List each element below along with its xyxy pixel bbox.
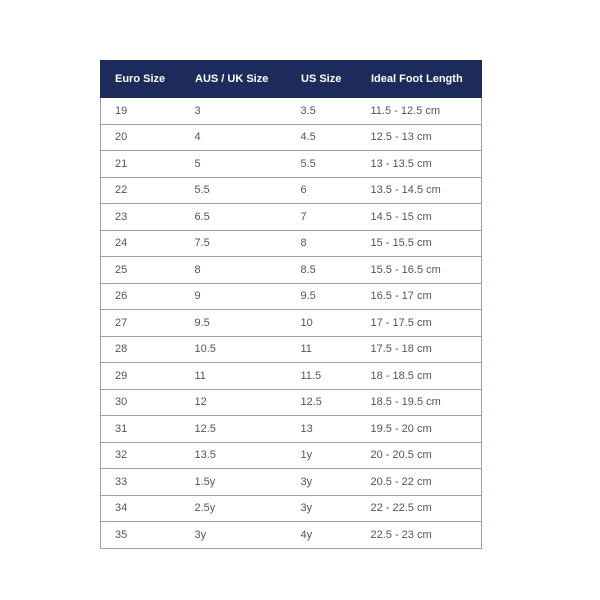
aus-uk-size-cell: 9 [181, 283, 287, 310]
table-row [101, 495, 482, 522]
table-row [101, 98, 482, 125]
table-row [101, 204, 482, 231]
foot-length-cell: 16.5 - 17 cm [357, 283, 482, 310]
aus-uk-size-cell: 9.5 [181, 310, 287, 337]
euro-size-cell: 24 [101, 230, 181, 257]
foot-length-cell: 17.5 - 18 cm [357, 336, 482, 363]
us-size-cell: 10 [287, 310, 357, 337]
euro-size-cell: 23 [101, 204, 181, 231]
foot-length-cell: 20 - 20.5 cm [357, 442, 482, 469]
us-size-cell: 1y [287, 442, 357, 469]
aus-uk-size-cell: 3y [181, 522, 287, 549]
header-ideal-foot-length: Ideal Foot Length [357, 61, 482, 98]
foot-length-cell: 22.5 - 23 cm [357, 522, 482, 549]
aus-uk-size-cell: 12.5 [181, 416, 287, 443]
us-size-cell: 3.5 [287, 98, 357, 125]
foot-length-cell: 14.5 - 15 cm [357, 204, 482, 231]
euro-size-cell: 32 [101, 442, 181, 469]
euro-size-cell: 21 [101, 151, 181, 178]
euro-size-cell: 35 [101, 522, 181, 549]
us-size-cell: 11 [287, 336, 357, 363]
us-size-cell: 3y [287, 469, 357, 496]
euro-size-cell: 31 [101, 416, 181, 443]
header-row [101, 61, 482, 98]
aus-uk-size-cell: 5.5 [181, 177, 287, 204]
us-size-cell: 4y [287, 522, 357, 549]
size-chart-header [101, 61, 482, 98]
euro-size-cell: 22 [101, 177, 181, 204]
table-row [101, 442, 482, 469]
us-size-cell: 5.5 [287, 151, 357, 178]
us-size-cell: 7 [287, 204, 357, 231]
foot-length-cell: 12.5 - 13 cm [357, 124, 482, 151]
foot-length-cell: 15 - 15.5 cm [357, 230, 482, 257]
foot-length-cell: 20.5 - 22 cm [357, 469, 482, 496]
table-row [101, 469, 482, 496]
size-chart-table [100, 60, 482, 549]
aus-uk-size-cell: 3 [181, 98, 287, 125]
table-row [101, 177, 482, 204]
table-row [101, 283, 482, 310]
header-aus-uk-size: AUS / UK Size [181, 61, 287, 98]
aus-uk-size-cell: 7.5 [181, 230, 287, 257]
size-chart-body [101, 98, 482, 549]
aus-uk-size-cell: 11 [181, 363, 287, 390]
euro-size-cell: 28 [101, 336, 181, 363]
aus-uk-size-cell: 6.5 [181, 204, 287, 231]
table-row [101, 336, 482, 363]
table-row [101, 257, 482, 284]
foot-length-cell: 18 - 18.5 cm [357, 363, 482, 390]
us-size-cell: 9.5 [287, 283, 357, 310]
us-size-cell: 4.5 [287, 124, 357, 151]
euro-size-cell: 30 [101, 389, 181, 416]
euro-size-cell: 34 [101, 495, 181, 522]
table-row [101, 416, 482, 443]
table-row [101, 363, 482, 390]
us-size-cell: 8 [287, 230, 357, 257]
table-row [101, 310, 482, 337]
aus-uk-size-cell: 4 [181, 124, 287, 151]
table-row [101, 124, 482, 151]
table-row [101, 230, 482, 257]
foot-length-cell: 15.5 - 16.5 cm [357, 257, 482, 284]
euro-size-cell: 20 [101, 124, 181, 151]
aus-uk-size-cell: 1.5y [181, 469, 287, 496]
foot-length-cell: 11.5 - 12.5 cm [357, 98, 482, 125]
foot-length-cell: 13 - 13.5 cm [357, 151, 482, 178]
aus-uk-size-cell: 12 [181, 389, 287, 416]
foot-length-cell: 18.5 - 19.5 cm [357, 389, 482, 416]
foot-length-cell: 13.5 - 14.5 cm [357, 177, 482, 204]
euro-size-cell: 33 [101, 469, 181, 496]
foot-length-cell: 22 - 22.5 cm [357, 495, 482, 522]
euro-size-cell: 26 [101, 283, 181, 310]
foot-length-cell: 19.5 - 20 cm [357, 416, 482, 443]
aus-uk-size-cell: 5 [181, 151, 287, 178]
euro-size-cell: 29 [101, 363, 181, 390]
us-size-cell: 13 [287, 416, 357, 443]
aus-uk-size-cell: 2.5y [181, 495, 287, 522]
us-size-cell: 6 [287, 177, 357, 204]
table-row [101, 389, 482, 416]
us-size-cell: 12.5 [287, 389, 357, 416]
header-us-size: US Size [287, 61, 357, 98]
us-size-cell: 3y [287, 495, 357, 522]
table-row [101, 151, 482, 178]
table-row [101, 522, 482, 549]
us-size-cell: 8.5 [287, 257, 357, 284]
aus-uk-size-cell: 13.5 [181, 442, 287, 469]
aus-uk-size-cell: 8 [181, 257, 287, 284]
foot-length-cell: 17 - 17.5 cm [357, 310, 482, 337]
euro-size-cell: 27 [101, 310, 181, 337]
header-euro-size: Euro Size [101, 61, 181, 98]
euro-size-cell: 25 [101, 257, 181, 284]
us-size-cell: 11.5 [287, 363, 357, 390]
euro-size-cell: 19 [101, 98, 181, 125]
aus-uk-size-cell: 10.5 [181, 336, 287, 363]
